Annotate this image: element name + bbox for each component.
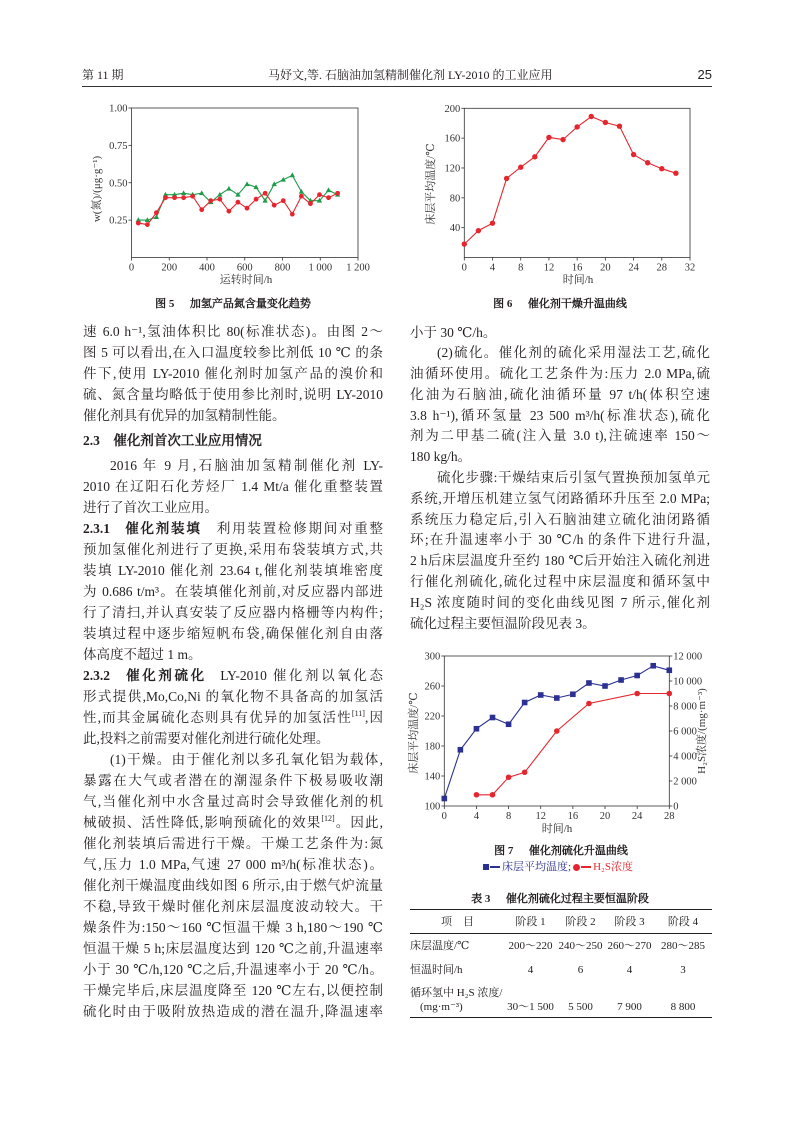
text-line: 2016 年 9 月,石脑油加氢精制催化剂 LY-	[110, 457, 383, 473]
data-point-circle	[474, 792, 480, 798]
data-point-circle	[518, 165, 523, 170]
table-row	[410, 934, 712, 958]
paragraph-results-summary	[83, 321, 383, 426]
square-marker-icon	[483, 864, 489, 870]
data-point-square	[667, 667, 673, 673]
line-swatch-icon	[490, 866, 500, 868]
text-line: 件下,使用 LY-2010 催化剂时加氢产品的溴价和	[83, 365, 383, 381]
series-line	[476, 694, 669, 795]
data-point-circle	[136, 221, 141, 226]
data-point-square	[634, 673, 640, 679]
legend-item-bed-temperature	[483, 860, 571, 874]
x-tick-label: 16	[571, 262, 583, 274]
table-cell: 260～270	[607, 939, 652, 952]
text-line: 剂为二甲基二硫(注入量 3.0 t),注硫速率 150～	[410, 428, 710, 444]
table-cell: 6	[577, 963, 584, 976]
paragraph-first-application	[83, 455, 383, 518]
data-point-circle	[145, 222, 150, 227]
table-cell: 8 800	[670, 1001, 696, 1013]
paragraph-drying	[83, 749, 383, 1022]
figure-5-caption	[155, 297, 311, 311]
right-column	[410, 323, 710, 635]
text-line: 化油为石脑油,硫化油循环量 97 t/h(体积空速	[410, 386, 710, 402]
section-2-3-1-loading	[83, 518, 383, 665]
table-row	[410, 982, 712, 1018]
data-point-circle	[667, 691, 673, 697]
data-point-circle	[554, 728, 560, 734]
table-cell: 240～250	[558, 939, 603, 952]
page-number: 25	[697, 67, 712, 82]
legend-label: H₂S浓度	[593, 861, 633, 873]
table-number: 表 3	[471, 893, 491, 905]
data-point-circle	[586, 701, 592, 707]
x-tick-label: 28	[664, 811, 675, 822]
data-point-circle	[490, 220, 495, 225]
x-tick-label: 0	[441, 811, 447, 822]
data-point-circle	[281, 198, 286, 203]
data-point-square	[586, 680, 592, 686]
data-point-circle	[673, 171, 678, 176]
section-number: 2.3	[83, 432, 100, 448]
text-line: 180 kg/h。	[410, 449, 472, 465]
text-line: 暴露在大气或者潜在的潮湿条件下极易吸收潮	[83, 772, 383, 788]
row-label-line: 循环氢中 H₂S 浓度/	[410, 987, 503, 999]
text-line: 催化剂装填后需进行干燥。干燥工艺条件为:氮	[83, 835, 383, 851]
section-2-3-2-sulfidation	[83, 665, 383, 749]
data-point-circle	[254, 197, 259, 202]
text-line: 恒温干燥 5 h;床层温度达到 120 ℃之前,升温速率	[83, 940, 383, 956]
text-line: 气,当催化剂中水含量过高时会导致催化剂的机	[83, 793, 383, 809]
data-point-circle	[290, 212, 295, 217]
y-tick-label: 0.50	[109, 178, 128, 190]
figure-5-y-axis-title: w(氮)/(μg·g⁻¹)	[91, 155, 103, 223]
text-line: 硫、氮含量均略低于使用参比剂时,说明 LY-2010	[83, 386, 383, 402]
text-line: 体高度不超过 1 m。	[83, 646, 202, 662]
section-title: 催化剂首次工业应用情况	[113, 432, 262, 448]
paragraph-sulfidation	[410, 343, 710, 468]
lead-text: 利用装置检修期间对重整	[215, 520, 384, 536]
table-cell: 200～220	[508, 939, 553, 952]
data-point-circle	[476, 228, 481, 233]
text-line: 硫化过程主要恒温阶段见表 3。	[410, 615, 596, 631]
text-line: 催化剂干燥温度曲线如图 6 所示,由于燃气炉流量	[83, 877, 383, 893]
y-tick-label: 0	[673, 801, 679, 813]
circle-marker-icon	[573, 864, 580, 871]
y-tick-label: 12 000	[673, 651, 703, 663]
data-point-circle	[263, 191, 268, 196]
plot-frame	[132, 108, 359, 258]
figure-6-caption	[493, 297, 627, 311]
text-line: 形式提供,Mo,Co,Ni 的氧化物不具备高的加氢活	[83, 688, 383, 704]
figure-7-x-axis-title: 时间/h	[541, 823, 573, 835]
x-tick-label: 4	[489, 262, 496, 274]
data-point-circle	[659, 166, 664, 171]
data-point-circle	[217, 197, 222, 202]
text-line	[83, 812, 383, 833]
figure-caption-text: 催化剂干燥升温曲线	[527, 298, 627, 310]
figure-7-legend	[483, 860, 633, 874]
data-point-square	[554, 695, 560, 701]
text-line: 环;在升温速率小于 30 ℃/h 的条件下进行升温,	[410, 532, 710, 548]
x-tick-label: 28	[656, 262, 668, 274]
y-tick-label: 4 000	[673, 751, 697, 763]
text-line: 装填过程中逐步缩短帆布袋,确保催化剂自由落	[83, 625, 383, 641]
data-point-circle	[326, 195, 331, 200]
column-header: 阶段 1	[515, 915, 546, 928]
text-line: 此,投料之前需要对催化剂进行硫化处理。	[83, 730, 330, 746]
x-tick-label: 400	[199, 262, 215, 274]
figure-number: 图 6	[493, 298, 513, 310]
text-line: 干燥完毕后,床层温度降至 120 ℃左右,以便控制	[83, 982, 383, 998]
paragraph-sulfidation-steps	[410, 468, 710, 634]
data-point-square	[650, 663, 656, 669]
y-tick-label: 180	[424, 741, 441, 753]
data-point-square	[522, 700, 528, 706]
data-point-circle	[236, 200, 241, 205]
x-tick-label: 0	[461, 262, 467, 274]
x-tick-label: 800	[274, 262, 291, 274]
table-title-text: 催化剂硫化过程主要恒温阶段	[505, 893, 649, 905]
table-cell: 7 900	[617, 1001, 642, 1013]
data-point-triangle	[290, 172, 295, 177]
data-point-square	[490, 715, 496, 721]
y-tick-label: 100	[424, 801, 441, 813]
data-point-circle	[154, 210, 159, 215]
x-tick-label: 600	[236, 262, 253, 274]
data-point-triangle	[217, 192, 222, 197]
text-line: 油循环使用。硫化工艺条件为:压力 2.0 MPa,硫	[410, 366, 710, 382]
running-title: 马妤文,等. 石脑油加氢精制催化剂 LY-2010 的工业应用	[268, 68, 553, 82]
data-point-circle	[317, 192, 322, 197]
y-tick-label: 220	[424, 711, 441, 723]
text-run: 。因此,	[334, 814, 384, 830]
section-number: 2.3.1	[83, 520, 110, 536]
data-point-circle	[245, 206, 250, 211]
y-tick-label: 10 000	[673, 676, 703, 688]
y-tick-label: 120	[444, 163, 461, 175]
data-point-circle	[308, 201, 313, 206]
row-label: 恒温时间/h	[410, 963, 463, 976]
data-point-circle	[631, 152, 636, 157]
text-line: 图 5 可以看出,在入口温度较参比剂低 10 ℃ 的条	[83, 344, 383, 360]
table-cell: 30～1 500	[507, 1001, 554, 1013]
y-tick-label: 0.75	[109, 140, 128, 152]
section-title: 催化剂硫化	[123, 667, 207, 683]
column-header: 阶段 2	[565, 915, 596, 928]
series-line	[464, 117, 676, 245]
section-heading-2-3	[83, 430, 383, 451]
plot-frame	[464, 108, 690, 257]
table-header-row	[410, 910, 712, 934]
figure-6-plot	[435, 100, 705, 280]
x-tick-label: 1 200	[346, 262, 370, 274]
data-point-triangle	[299, 189, 304, 194]
data-point-circle	[163, 195, 168, 200]
figure-5-plot	[100, 100, 375, 280]
text-line: 2 h后床层温度升至约 180 ℃后开始注入硫化剂进	[410, 553, 710, 569]
x-tick-label: 16	[567, 811, 579, 822]
data-point-circle	[532, 154, 537, 159]
x-tick-label: 24	[631, 811, 643, 822]
text-line: 气,压力 1.0 MPa,气速 27 000 m³/h(标准状态)。	[83, 856, 383, 872]
text-line: 小于 30 ℃/h。	[410, 324, 497, 340]
text-line: 为 0.686 t/m³。在装填催化剂前,对反应器内部进	[83, 583, 383, 599]
text-line: (1)干燥。由于催化剂以多孔氧化铝为载体,	[110, 751, 383, 767]
figure-caption-text: 加氢产品氮含量变化趋势	[189, 298, 311, 310]
text-line: 装填 LY-2010 催化剂 23.64 t,催化剂装填堆密度	[83, 562, 383, 578]
text-line: 3.8 h⁻¹),循环氢量 23 500 m³/h(标准状态),硫化	[410, 407, 710, 423]
column-header: 阶段 3	[614, 915, 645, 928]
table-row	[410, 958, 712, 982]
data-point-circle	[645, 160, 650, 165]
text-line: 催化剂具有优异的加氢精制性能。	[83, 407, 286, 423]
text-line: 进行了首次工业应用。	[83, 499, 218, 515]
text-line: 行催化剂硫化,硫化过程中床层温度和循环氢中	[410, 574, 710, 590]
data-point-circle	[603, 120, 608, 125]
text-line: 行了清扫,并认真安装了反应器内格栅等内构件;	[83, 604, 383, 620]
column-header: 项 目	[441, 915, 474, 928]
figure-7-right-y-axis-title: H₂S浓度/(mg·m⁻³)	[696, 688, 708, 774]
figure-7-caption	[494, 844, 628, 858]
column-header: 阶段 4	[667, 915, 699, 928]
section-number: 2.3.2	[83, 667, 110, 683]
data-point-triangle	[244, 181, 249, 186]
y-tick-label: 260	[424, 681, 441, 693]
data-point-square	[618, 677, 624, 683]
y-tick-label: 2 000	[673, 776, 697, 788]
figure-5-x-axis-title: 运转时间/h	[219, 274, 273, 286]
text-line	[83, 518, 383, 539]
x-tick-label: 0	[128, 262, 135, 274]
citation-ref[interactable]: [12]	[321, 813, 335, 823]
journal-issue: 第 11 期	[82, 68, 124, 82]
x-tick-label: 20	[600, 262, 611, 274]
figure-6-x-axis-title: 时间/h	[562, 274, 594, 286]
left-column	[83, 321, 383, 1022]
text-line: 硫化步骤:干燥结束后引氢气置换预加氢单元	[437, 470, 710, 486]
data-point-square	[506, 721, 512, 727]
text-line: 系统压力稳定后,引入石脑油建立硫化油闭路循	[410, 511, 710, 527]
data-point-circle	[299, 194, 304, 199]
legend-label: 床层平均温度;	[502, 861, 572, 873]
data-point-square	[458, 747, 464, 753]
data-point-square	[602, 683, 608, 689]
data-point-square	[570, 691, 576, 697]
data-point-circle	[199, 207, 204, 212]
data-point-triangle	[226, 186, 231, 191]
section-title: 催化剂装填	[123, 520, 202, 536]
row-label-unit: (mg·m⁻³)	[420, 1001, 463, 1013]
line-swatch-icon	[581, 866, 591, 868]
data-point-circle	[522, 769, 528, 775]
data-point-circle	[574, 124, 579, 129]
x-tick-label: 20	[599, 811, 611, 822]
figure-7-left-y-axis-title: 床层平均温度/℃	[408, 692, 420, 774]
data-point-square	[538, 692, 544, 698]
data-point-square	[442, 796, 448, 802]
text-line: (2)硫化。催化剂的硫化采用湿法工艺,硫化	[437, 345, 710, 361]
text-line: 燥条件为:150～160 ℃恒温干燥 3 h,180～190 ℃	[83, 919, 383, 935]
text-line: 小于 30 ℃/h,120 ℃之后,升温速率小于 20 ℃/h。	[83, 961, 383, 977]
data-point-triangle	[199, 190, 204, 195]
data-point-circle	[226, 209, 231, 214]
header-rule	[82, 86, 712, 87]
y-tick-label: 40	[449, 223, 461, 235]
figure-6-y-axis-title: 床层平均温度/℃	[425, 143, 437, 225]
data-point-circle	[172, 195, 177, 200]
text-line: 系统,开增压机建立氢气闭路循环升压至 2.0 MPa;	[410, 490, 710, 506]
text-line: 2010 在辽阳石化芳烃厂 1.4 Mt/a 催化重整装置	[83, 478, 383, 494]
data-point-circle	[504, 176, 509, 181]
table-cell: 4	[626, 963, 633, 976]
data-point-circle	[634, 691, 640, 697]
y-tick-label: 6 000	[673, 726, 697, 738]
figure-number: 图 5	[155, 298, 175, 310]
y-tick-label: 300	[424, 651, 441, 663]
x-tick-label: 8	[505, 811, 512, 822]
table-cell: 280～285	[661, 939, 705, 952]
x-tick-label: 1 000	[308, 262, 333, 274]
text-line	[83, 707, 383, 728]
figure-7-plot	[420, 648, 710, 823]
text-line: H₂S 浓度随时间的变化曲线见图 7 所示,催化剂	[410, 594, 710, 610]
data-point-circle	[208, 198, 213, 203]
y-tick-label: 80	[449, 193, 461, 205]
table-cell: 5 500	[568, 1001, 593, 1013]
y-tick-label: 1.00	[109, 103, 128, 115]
text-run: 性,而其金属硫化态则具有优异的加氢活性	[83, 709, 352, 725]
y-tick-label: 200	[444, 103, 461, 115]
x-tick-label: 12	[535, 811, 546, 822]
row-label	[410, 982, 505, 1018]
table-3	[410, 909, 712, 1018]
data-point-circle	[589, 114, 594, 119]
row-label: 床层温度/℃	[410, 939, 470, 952]
x-tick-label: 12	[543, 262, 555, 274]
x-tick-label: 8	[518, 262, 524, 274]
y-tick-label: 160	[444, 133, 461, 145]
text-line	[83, 665, 383, 686]
citation-ref[interactable]: [11]	[351, 708, 365, 718]
data-point-circle	[181, 195, 186, 200]
data-point-triangle	[326, 187, 331, 192]
text-line: 速 6.0 h⁻¹,氢油体积比 80(标准状态)。由图 2～	[83, 323, 383, 339]
data-point-circle	[272, 203, 277, 208]
figure-caption-text: 催化剂硫化升温曲线	[528, 845, 628, 857]
table-cell: 3	[680, 963, 686, 976]
data-point-circle	[560, 137, 565, 142]
x-tick-label: 24	[628, 262, 639, 274]
data-point-square	[474, 726, 480, 732]
lead-text: LY-2010 催化剂以氧化态	[220, 667, 383, 683]
legend-item-h2s-concentration	[573, 860, 633, 874]
x-tick-label: 4	[473, 811, 480, 822]
text-line: 不稳,导致干燥时催化剂床层温度波动较大。干	[83, 898, 383, 914]
table-3-title	[471, 892, 649, 906]
data-point-circle	[546, 135, 551, 140]
figure-number: 图 7	[494, 845, 514, 857]
text-run: ,因	[364, 709, 384, 725]
y-tick-label: 140	[424, 771, 441, 783]
data-point-circle	[506, 774, 512, 780]
text-run: 械破损、活性降低,影响预硫化的效果	[83, 814, 322, 830]
x-tick-label: 200	[161, 262, 178, 274]
table-cell: 4	[527, 963, 534, 976]
y-tick-label: 0.25	[109, 215, 128, 227]
text-line: 预加氢催化剂进行了更换,采用布袋装填方式,共	[83, 541, 383, 557]
text-line: 硫化时由于吸附放热造成的潜在温升,降温速率	[83, 1003, 383, 1019]
data-point-circle	[490, 792, 496, 798]
data-point-circle	[617, 124, 622, 129]
data-point-circle	[335, 191, 340, 196]
y-tick-label: 8 000	[673, 701, 697, 713]
x-tick-label: 32	[684, 262, 696, 274]
data-point-triangle	[181, 190, 186, 195]
data-point-circle	[190, 194, 195, 199]
data-point-circle	[462, 241, 467, 246]
